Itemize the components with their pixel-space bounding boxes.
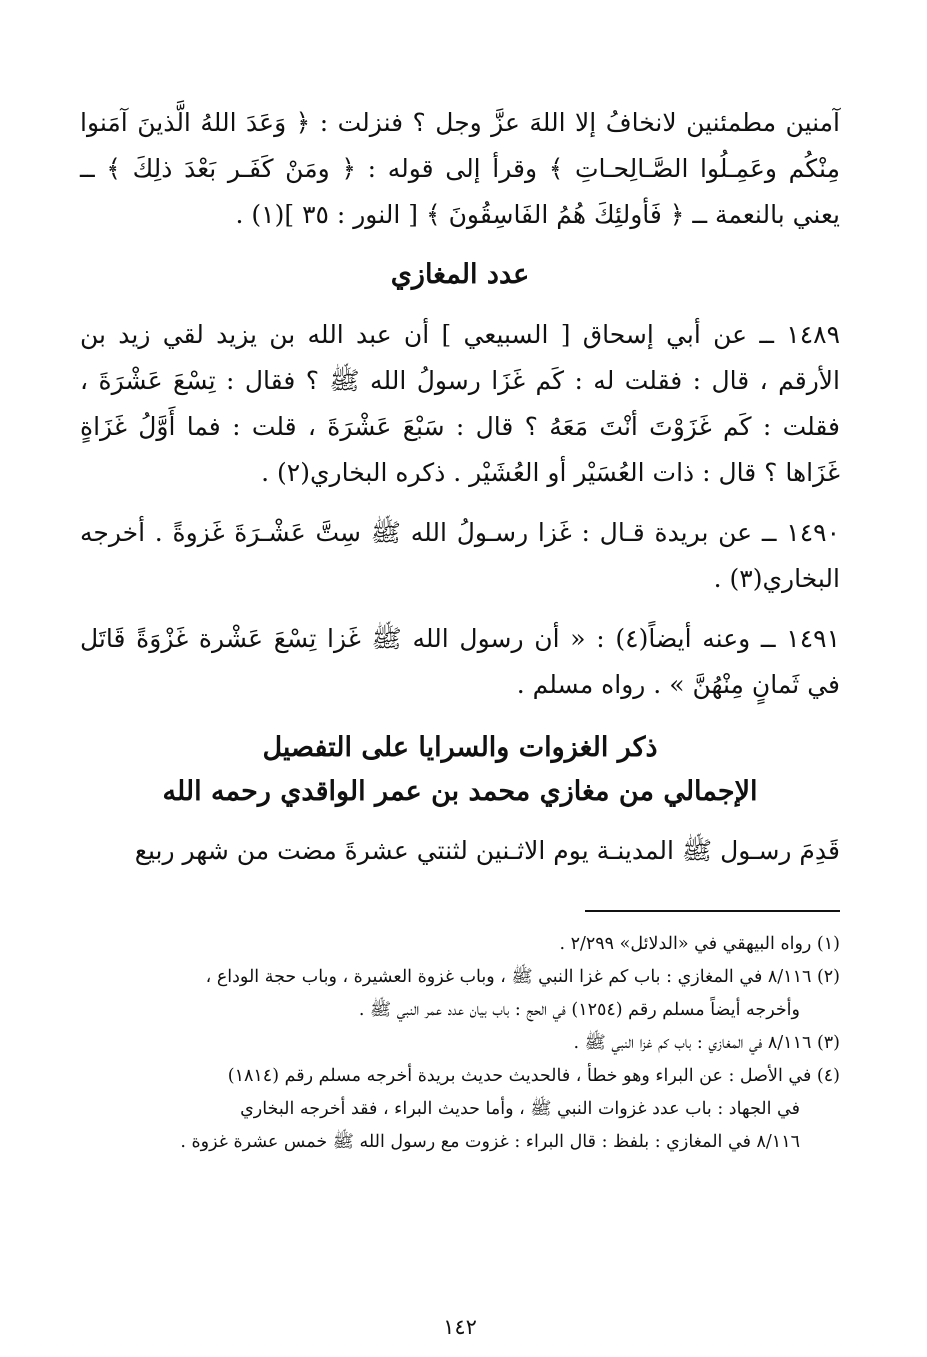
paragraph-intro: آمنين مطمئنين لانخافُ إلا اللهَ عزَّ وجل ؟ فنزلت : ﴿ وَعَدَ اللهُ الَّذينَ آمَنوا مِنْكُم وعَمِـلُوا الصَّـالِحـاتِ ﴾ وقرأ إلى قوله : ﴿ ومَنْ كَفَـر بَعْدَ ذلِكَ ﴾ ــ يعني بالنعمة ــ ﴿ فَأولئِكَ هُمُ الفَاسِقُونَ ﴾ [ النور : ٣٥ ](١) .	[80, 108, 840, 229]
section-heading-details-line1: ذكر الغزوات والسرايا على التفصيل	[262, 732, 658, 763]
hadith-1490: ١٤٩٠ ــ عن بريدة قـال : غَزا رسـولُ الله ﷺ سِتَّ عَشْـرَةَ غَزوةً . أخرجه البخاري(٣) .	[80, 518, 840, 593]
footnote-2	[80, 961, 840, 1027]
section-heading-details	[80, 726, 840, 814]
section-heading-details-line2: الإجمالي من مغازي محمد بن عمر الواقدي رحمه الله	[162, 776, 758, 807]
footnote-2-line1: (٢) ٨/١١٦ في المغازي : باب كم غزا النبي ﷺ ، وباب غزوة العشيرة ، وباب حجة الوداع ،	[205, 967, 840, 987]
paragraph-last: قَدِمَ رسـول ﷺ المدينـة يوم الاثـنين لثنتي عشرةَ مضت من شهر ربيع	[134, 836, 840, 865]
footnotes	[80, 928, 840, 1159]
footnote-3: (٣) ٨/١١٦ في المغازي : باب كم غزا النبي ﷺ .	[573, 1033, 840, 1053]
hadith-1489: ١٤٨٩ ــ عن أبي إسحاق [ السبيعي ] أن عبد الله بن يزيد لقي زيد بن الأرقم ، قال : فقلت له : كَم غَزَا رسولُ الله ﷺ ؟ فقال : تِسْعَ عَشْرَةَ ، فقلت : كَم غَزَوْتَ أنْتَ مَعَهُ ؟ قال : سَبْعَ عَشْرَةَ ، قلت : فما أَوَّلُ غَزَاةٍ غَزَاها ؟ قال : ذات العُسَيْر أو العُشَيْر . ذكره البخاري(٢) .	[80, 320, 840, 487]
document-page	[80, 100, 840, 1339]
page-number: ١٤٢	[443, 1315, 477, 1339]
footnote-4-line3: ٨/١١٦ في المغازي : بلفظ : قال البراء : غزوت مع رسول الله ﷺ خمس عشرة غزوة .	[180, 1132, 800, 1152]
footnote-4	[80, 1060, 840, 1159]
footnote-4-line1: (٤) في الأصل : عن البراء وهو خطأ ، فالحديث حديث بريدة أخرجه مسلم رقم (١٨١٤)	[227, 1066, 840, 1086]
footnote-2-line2: وأخرجه أيضاً مسلم رقم (١٢٥٤) في الحج : باب بيان عدد عمر النبي ﷺ .	[358, 1000, 800, 1020]
footnote-4-line2: في الجهاد : باب عدد غزوات النبي ﷺ ، وأما حديث البراء ، فقد أخرجه البخاري	[240, 1099, 800, 1119]
hadith-1491: ١٤٩١ ــ وعنه أيضاً(٤) : « أن رسول الله ﷺ غَزا تِسْعَ عَشْرة غَزْوَةً قَاتَل في ثَمانٍ مِنْهُنَّ » . رواه مسلم .	[80, 624, 840, 699]
section-heading-count: عدد المغازي	[390, 259, 530, 290]
footnote-1: (١) رواه البيهقي في «الدلائل» ٢/٢٩٩ .	[559, 934, 840, 954]
footnote-separator	[585, 910, 840, 912]
